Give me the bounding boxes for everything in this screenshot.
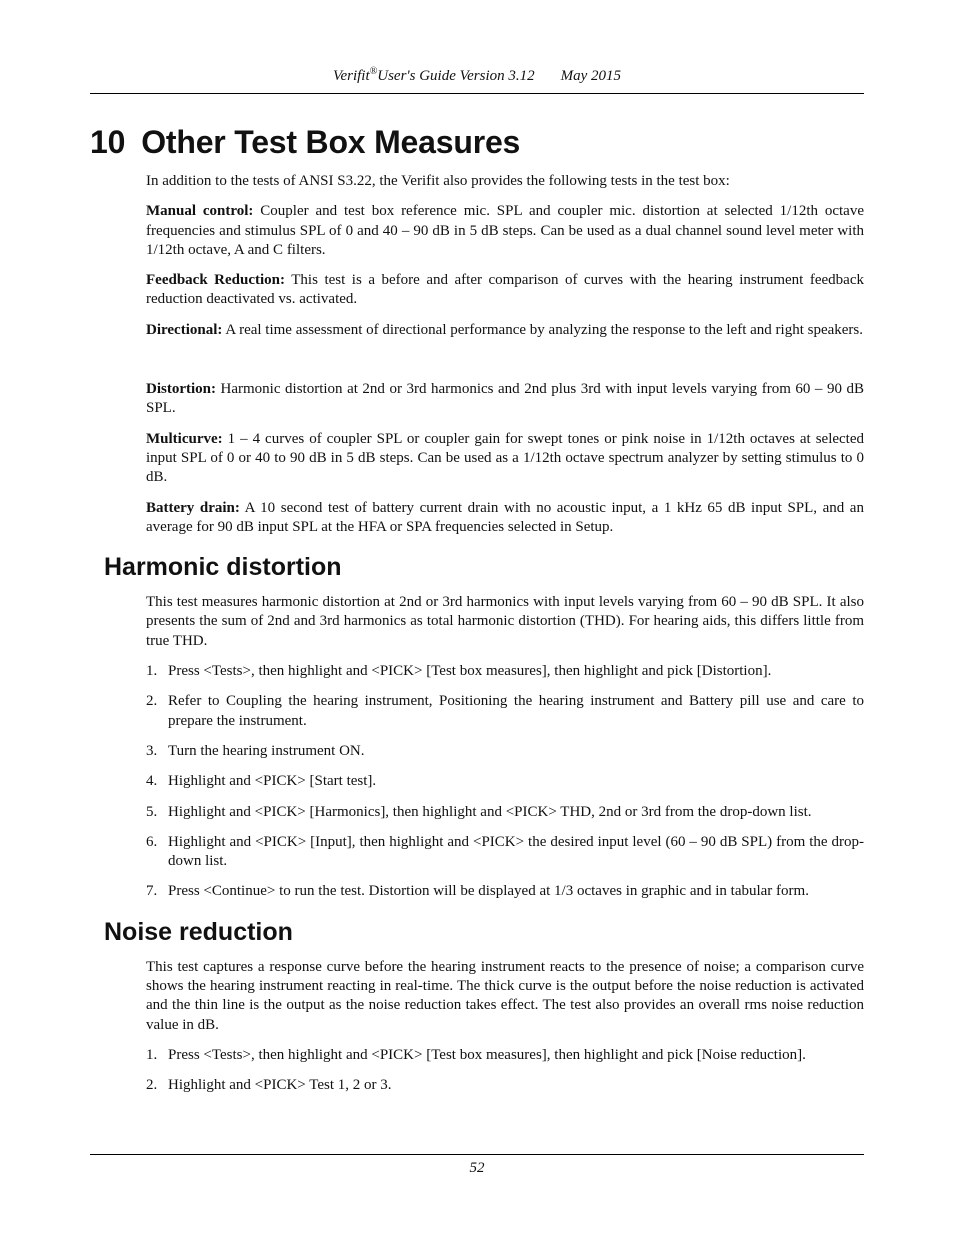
header-date: May 2015 [560, 68, 622, 84]
chapter-title-text: Other Test Box Measures [141, 124, 521, 160]
definition-multicurve [146, 430, 864, 488]
definition-term: Multicurve: [146, 430, 223, 447]
list-item [146, 692, 864, 731]
step-number: 1. [146, 1046, 158, 1063]
definition-text: A real time assessment of directional performance by analyzing the response to the left and right speakers. [225, 321, 864, 338]
definition-directional [146, 321, 864, 340]
step-text: Press <Continue> to run the test. Distortion will be displayed at 1/3 octaves in graphic and in tabular form. [168, 883, 809, 900]
definition-term: Battery drain: [146, 499, 240, 516]
header-product: Verifit [332, 68, 370, 84]
definition-distortion [146, 380, 864, 419]
noise-steps [146, 1046, 864, 1096]
chapter-number: 10 [90, 124, 126, 160]
list-item [146, 772, 864, 791]
noise-intro: This test captures a response curve before the hearing instrument reacts to the presence of noise; a comparison curve shows the hearing instrument reacting in real-time. The thick curve is the output before the noise reduction is activated and the thin line is the output as the noise reduction takes effect. The test also provides an overall rms noise reduction value in dB. [146, 958, 864, 1033]
definition-feedback-reduction [146, 271, 864, 310]
registered-mark: ® [369, 66, 378, 77]
definition-text: Harmonic distortion at 2nd or 3rd harmonics and 2nd plus 3rd with input levels varying from 60 – 90 dB SPL. [146, 381, 864, 417]
definition-term: Directional: [146, 321, 223, 338]
step-text: Turn the hearing instrument ON. [168, 742, 365, 759]
step-text: Highlight and <PICK> Test 1, 2 or 3. [168, 1077, 392, 1094]
header-rule [90, 93, 864, 94]
definition-text: A 10 second test of battery current drain with no acoustic input, a 1 kHz 65 dB input SPL, and an average for 90 dB input SPL at the HFA or SPA frequencies selected in Setup. [146, 499, 864, 535]
running-header [90, 66, 864, 86]
step-number: 5. [146, 803, 158, 820]
harmonic-steps [146, 662, 864, 902]
definition-text: This test is a before and after comparison of curves with the hearing instrument feedback reduction deactivated vs. activated. [146, 272, 864, 308]
footer-rule [90, 1154, 864, 1155]
list-item [146, 1076, 864, 1095]
step-number: 2. [146, 1077, 158, 1094]
list-item [146, 833, 864, 872]
section-title-harmonic-distortion: Harmonic distortion [104, 553, 342, 582]
step-number: 2. [146, 693, 158, 710]
list-item [146, 882, 864, 901]
definition-text: Coupler and test box reference mic. SPL and coupler mic. distortion at selected 1/12th octave frequencies and stimulus SPL of 0 and 40 – 90 dB in 5 dB steps. Can be used as a dual channel sound level meter with 1/12th octave, A and C filters. [146, 203, 865, 258]
definition-manual-control [146, 202, 864, 260]
list-item [146, 1046, 864, 1065]
step-text: Highlight and <PICK> [Harmonics], then highlight and <PICK> THD, 2nd or 3rd from the drop-down list. [168, 803, 812, 820]
page-content [104, 172, 865, 1107]
step-number: 1. [146, 663, 158, 680]
intro-paragraph: In addition to the tests of ANSI S3.22, the Verifit also provides the following tests in the test box: [146, 173, 730, 189]
step-number: 4. [146, 773, 158, 790]
step-number: 7. [146, 883, 158, 900]
step-text: Highlight and <PICK> [Input], then highlight and <PICK> the desired input level (60 – 90 dB SPL) from the drop-down list. [168, 833, 864, 870]
step-text: Press <Tests>, then highlight and <PICK> [Test box measures], then highlight and pick [Distortion]. [168, 663, 772, 680]
list-item [146, 742, 864, 761]
definition-term: Manual control: [146, 203, 254, 220]
step-text: Highlight and <PICK> [Start test]. [168, 773, 377, 790]
definition-battery-drain [146, 499, 864, 538]
step-number: 6. [146, 833, 158, 850]
definition-term: Feedback Reduction: [146, 272, 286, 289]
harmonic-intro: This test measures harmonic distortion at 2nd or 3rd harmonics with input levels varying from 60 – 90 dB SPL. It also presents the sum of 2nd and 3rd harmonics as total harmonic distortion (THD). For hearing aids, this differs little from true THD. [146, 594, 864, 649]
list-item [146, 662, 864, 681]
section-title-noise-reduction: Noise reduction [104, 917, 293, 946]
list-item [146, 803, 864, 822]
chapter-title [90, 122, 520, 162]
step-number: 3. [146, 742, 158, 759]
page-number: 52 [469, 1160, 485, 1176]
step-text: Press <Tests>, then highlight and <PICK> [Test box measures], then highlight and pick [Noise reduction]. [168, 1046, 806, 1063]
header-guide: User's Guide Version 3.12 [377, 68, 535, 84]
definition-term: Distortion: [146, 381, 216, 398]
definition-text: 1 – 4 curves of coupler SPL or coupler gain for swept tones or pink noise in 1/12th octaves at selected input SPL of 0 or 40 to 90 dB in 5 dB steps. Can be used as a 1/12th octave spectrum analyzer by setting stimulus to 0 dB. [146, 430, 865, 486]
step-text: Refer to Coupling the hearing instrument, Positioning the hearing instrument and Battery pill use and care to prepare the instrument. [168, 693, 864, 729]
